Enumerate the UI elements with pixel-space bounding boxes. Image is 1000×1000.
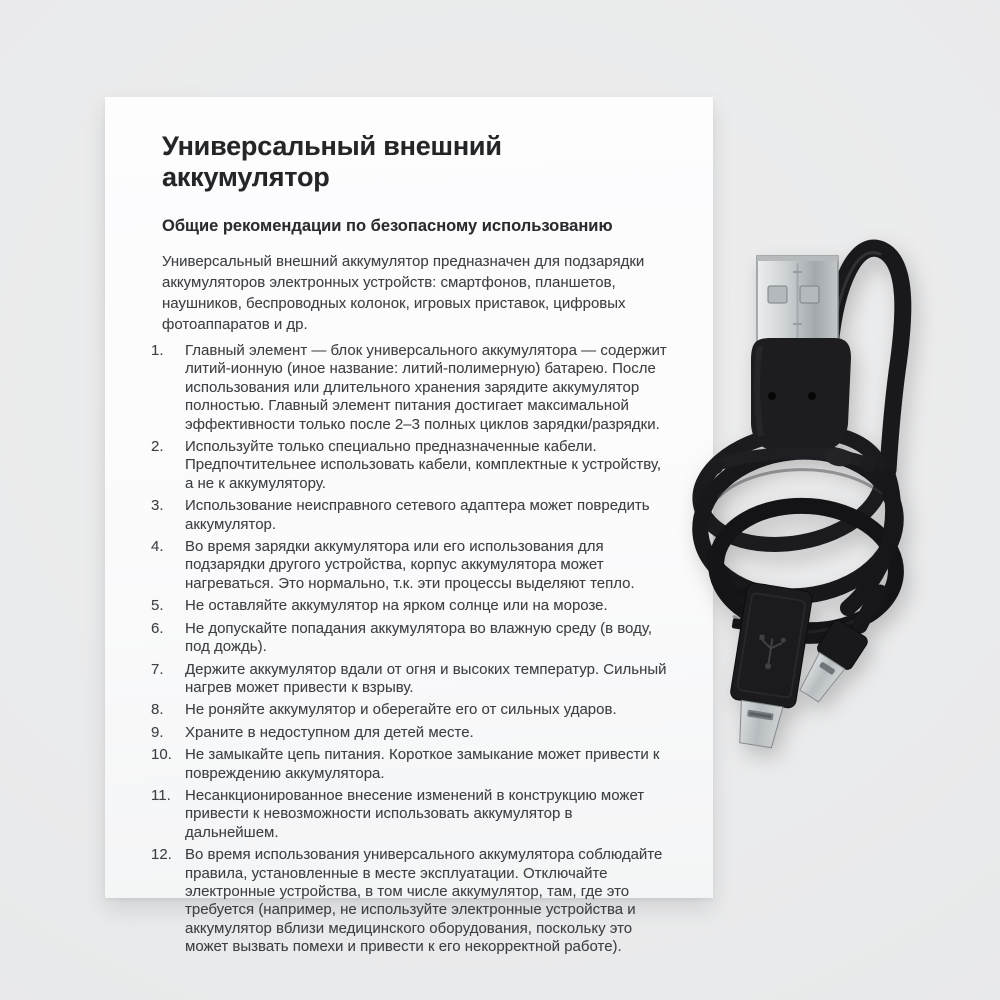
- item-text: Используйте только специально предназначенные кабели. Предпочтительнее использовать кабели, комплектные к устройству, а не к аккумулятору.: [185, 438, 662, 492]
- list-item: [151, 538, 669, 593]
- item-number: 12.: [151, 846, 172, 864]
- item-number: 2.: [151, 438, 164, 456]
- item-number: 1.: [151, 342, 164, 359]
- item-text: Не замыкайте цепь питания. Короткое замыкание может привести к повреждению аккумулятора.: [185, 746, 660, 782]
- micro-usb-metal-tip: [735, 700, 783, 748]
- item-text: Главный элемент — блок универсального аккумулятора — содержит литий-ионную (иное название: литий-полимерную) батарею. После использования или длительного хранения зарядите аккумулятор полностью. Главный элемент питания достигает максимальной эффективности только после 2–3 полных циклов зарядки/разрядки.: [185, 342, 667, 433]
- list-item: [151, 597, 669, 615]
- item-number: 5.: [151, 597, 164, 615]
- document-title: Универсальный внешний аккумулятор: [162, 131, 502, 192]
- list-item: [151, 342, 669, 434]
- list-item: [151, 620, 669, 657]
- item-text: Храните в недоступном для детей месте.: [185, 723, 474, 741]
- item-text: Держите аккумулятор вдали от огня и высоких температур. Сильный нагрев может привести к взрыву.: [185, 660, 667, 696]
- list-item: [151, 846, 669, 956]
- item-text: Не роняйте аккумулятор и оберегайте его от сильных ударов.: [185, 701, 617, 719]
- list-item: [151, 497, 669, 534]
- list-item: [151, 661, 669, 698]
- item-text: Не допускайте попадания аккумулятора во влажную среду (в воду, под дождь).: [185, 619, 652, 656]
- item-text: Во время зарядки аккумулятора или его использования для подзарядки другого устройства, корпус аккумулятора может нагреваться. Это нормально, т.к. эти процессы выделяют тепло.: [185, 538, 635, 592]
- item-text: Во время использования универсального аккумулятора соблюдайте правила, установленные в месте эксплуатации. Отключайте электронные устройства, в том числе аккумулятор, там, где это требуется (например, не используйте электронные устройства и аккумулятор вблизи медицинского оборудования, поскольку это может вызвать помехи и привести к его некорректной работе).: [185, 846, 663, 956]
- item-number: 3.: [151, 497, 164, 515]
- item-number: 4.: [151, 538, 164, 556]
- list-item: [151, 787, 669, 842]
- item-number: 10.: [151, 746, 172, 764]
- item-text: Использование неисправного сетевого адаптера может повредить аккумулятор.: [185, 497, 650, 533]
- item-number: 8.: [151, 701, 164, 719]
- list-item: [151, 724, 669, 742]
- usb-a-contact-window: [800, 286, 819, 303]
- usb-cable: [688, 226, 1000, 774]
- intro-paragraph: Универсальный внешний аккумулятор предназначен для подзарядки аккумуляторов электронных устройств: смартфонов, планшетов, наушников, беспроводных колонок, игровых приставок, цифровых фотоаппаратов и др.: [162, 253, 645, 333]
- list-item: [151, 746, 669, 783]
- instruction-sheet: [105, 97, 713, 956]
- usb-a-plug: [751, 256, 851, 451]
- safety-list: [151, 342, 669, 957]
- item-number: 11.: [151, 786, 171, 804]
- list-item: [151, 438, 669, 493]
- usb-a-housing: [751, 338, 851, 451]
- list-item: [151, 701, 669, 719]
- item-number: 7.: [151, 660, 164, 678]
- item-text: Не оставляйте аккумулятор на ярком солнце или на морозе.: [185, 597, 608, 615]
- item-number: 9.: [151, 723, 164, 741]
- item-text: Несанкционированное внесение изменений в конструкцию может привести к невозможности использовать аккумулятор в дальнейшем.: [185, 786, 645, 841]
- section-heading: Общие рекомендации по безопасному использованию: [162, 217, 613, 235]
- item-number: 6.: [151, 619, 164, 637]
- usb-a-contact-window: [768, 286, 787, 303]
